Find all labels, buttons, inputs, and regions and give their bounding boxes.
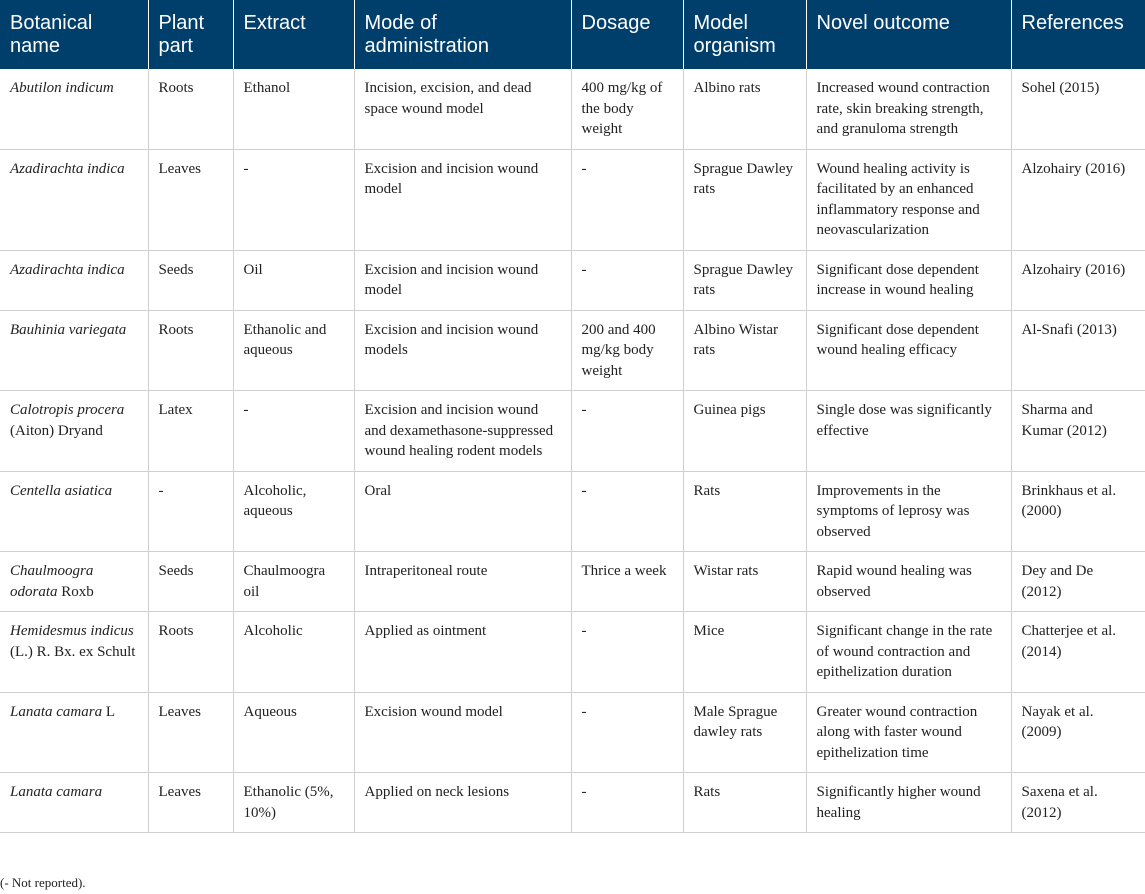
dosage-cell: - (571, 471, 683, 552)
reference-cell: Al-Snafi (2013) (1011, 310, 1145, 391)
plant-part-cell: Latex (148, 391, 233, 472)
header-extract: Extract (233, 0, 354, 69)
plant-part-cell: - (148, 471, 233, 552)
table-row (0, 612, 1145, 693)
plant-part-cell: Leaves (148, 773, 233, 833)
extract-cell: Aqueous (233, 692, 354, 773)
organism-cell: Sprague Dawley rats (683, 149, 806, 250)
extract-cell: Ethanolic (5%, 10%) (233, 773, 354, 833)
table-row (0, 552, 1145, 612)
reference-cell: Nayak et al. (2009) (1011, 692, 1145, 773)
dosage-cell: - (571, 250, 683, 310)
mode-cell: Applied on neck lesions (354, 773, 571, 833)
header-references: References (1011, 0, 1145, 69)
organism-cell: Albino rats (683, 69, 806, 149)
botanical-name-italic: Abutilon indicum (10, 80, 114, 96)
outcome-cell: Greater wound contraction along with faster wound epithelization time (806, 692, 1011, 773)
reference-cell: Brinkhaus et al. (2000) (1011, 471, 1145, 552)
botanical-name-italic: Calotropis procera (10, 402, 125, 418)
organism-cell: Sprague Dawley rats (683, 250, 806, 310)
botanical-name-italic: Chaulmoogra odorata (10, 563, 94, 600)
table-body (0, 69, 1145, 833)
botanical-name-italic: Azadirachta indica (10, 160, 125, 177)
table-footnote: (- Not reported). (0, 875, 86, 890)
dosage-cell: Thrice a week (571, 552, 683, 612)
outcome-cell: Significant dose dependent increase in wound healing (806, 250, 1011, 310)
reference-cell: Dey and De (2012) (1011, 552, 1145, 612)
header-botanical-name: Botanical name (0, 0, 148, 69)
mode-cell: Intraperitoneal route (354, 552, 571, 612)
plant-part-cell: Roots (148, 612, 233, 693)
botanical-name-italic: Centella asiatica (10, 482, 113, 499)
dosage-cell: - (571, 612, 683, 693)
botanical-name-italic: Bauhinia variegata (10, 321, 127, 338)
botanical-name-authority: (L.) R. Bx. ex Schult (10, 643, 136, 660)
organism-cell: Rats (683, 471, 806, 552)
table-row (0, 69, 1145, 149)
mode-cell: Applied as ointment (354, 612, 571, 693)
organism-cell: Wistar rats (683, 552, 806, 612)
plant-part-cell: Seeds (148, 552, 233, 612)
outcome-cell: Significant change in the rate of wound contraction and epithelization duration (806, 612, 1011, 693)
table-row (0, 692, 1145, 773)
mode-cell: Excision and incision wound model (354, 250, 571, 310)
reference-cell: Chatterjee et al. (2014) (1011, 612, 1145, 693)
extract-cell: Ethanol (233, 69, 354, 149)
table-row (0, 250, 1145, 310)
reference-cell: Saxena et al. (2012) (1011, 773, 1145, 833)
mode-cell: Incision, excision, and dead space wound model (354, 69, 571, 149)
botanical-name-cell (0, 310, 148, 391)
botanical-name-cell (0, 391, 148, 472)
plant-part-cell: Leaves (148, 149, 233, 250)
botanical-name-cell (0, 552, 148, 612)
table-row (0, 471, 1145, 552)
outcome-cell: Improvements in the symptoms of leprosy was observed (806, 471, 1011, 552)
outcome-cell: Significant dose dependent wound healing efficacy (806, 310, 1011, 391)
reference-cell: Sohel (2015) (1011, 69, 1145, 149)
plant-part-cell: Roots (148, 310, 233, 391)
organism-cell: Albino Wistar rats (683, 310, 806, 391)
reference-cell: Alzohairy (2016) (1011, 250, 1145, 310)
header-model-organism: Model organism (683, 0, 806, 69)
extract-cell: Alcoholic, aqueous (233, 471, 354, 552)
header-row (0, 0, 1145, 69)
extract-cell: - (233, 391, 354, 472)
header-dosage: Dosage (571, 0, 683, 69)
outcome-cell: Wound healing activity is facilitated by an enhanced inflammatory response and neovascularization (806, 149, 1011, 250)
botanical-name-authority: Roxb (57, 583, 94, 600)
header-plant-part: Plant part (148, 0, 233, 69)
outcome-cell: Rapid wound healing was observed (806, 552, 1011, 612)
botanical-name-authority: L (102, 703, 116, 720)
botanical-name-italic: Hemidesmus indicus (10, 623, 134, 639)
mode-cell: Oral (354, 471, 571, 552)
reference-cell: Alzohairy (2016) (1011, 149, 1145, 250)
table-row (0, 310, 1145, 391)
dosage-cell: - (571, 773, 683, 833)
plant-part-cell: Roots (148, 69, 233, 149)
outcome-cell: Increased wound contraction rate, skin breaking strength, and granuloma strength (806, 69, 1011, 149)
botanical-name-cell (0, 69, 148, 149)
organism-cell: Guinea pigs (683, 391, 806, 472)
botanical-name-cell (0, 471, 148, 552)
table-row (0, 773, 1145, 833)
botanical-name-cell (0, 250, 148, 310)
outcome-cell: Significantly higher wound healing (806, 773, 1011, 833)
botanical-name-italic: Azadirachta indica (10, 261, 125, 278)
mode-cell: Excision wound model (354, 692, 571, 773)
header-novel-outcome: Novel outcome (806, 0, 1011, 69)
mode-cell: Excision and incision wound model (354, 149, 571, 250)
botanical-name-cell (0, 773, 148, 833)
dosage-cell: - (571, 149, 683, 250)
extract-cell: Ethanolic and aqueous (233, 310, 354, 391)
dosage-cell: - (571, 692, 683, 773)
mode-cell: Excision and incision wound and dexamethasone-suppressed wound healing rodent models (354, 391, 571, 472)
plant-part-cell: Leaves (148, 692, 233, 773)
dosage-cell: 400 mg/kg of the body weight (571, 69, 683, 149)
botanical-name-cell (0, 692, 148, 773)
table-header (0, 0, 1145, 69)
plant-part-cell: Seeds (148, 250, 233, 310)
header-mode-of-administration: Mode of administration (354, 0, 571, 69)
mode-cell: Excision and incision wound models (354, 310, 571, 391)
organism-cell: Rats (683, 773, 806, 833)
reference-cell: Sharma and Kumar (2012) (1011, 391, 1145, 472)
table-row (0, 149, 1145, 250)
organism-cell: Male Sprague dawley rats (683, 692, 806, 773)
dosage-cell: 200 and 400 mg/kg body weight (571, 310, 683, 391)
botanical-name-authority: (Aiton) Dryand (10, 422, 103, 439)
dosage-cell: - (571, 391, 683, 472)
extract-cell: Chaulmoogra oil (233, 552, 354, 612)
botanical-name-cell (0, 612, 148, 693)
extract-cell: Alcoholic (233, 612, 354, 693)
botanical-name-cell (0, 149, 148, 250)
outcome-cell: Single dose was significantly effective (806, 391, 1011, 472)
table-row (0, 391, 1145, 472)
extract-cell: - (233, 149, 354, 250)
botanical-name-italic: Lanata camara (10, 784, 103, 800)
organism-cell: Mice (683, 612, 806, 693)
extract-cell: Oil (233, 250, 354, 310)
botanical-name-italic: Lanata camara (10, 703, 103, 720)
